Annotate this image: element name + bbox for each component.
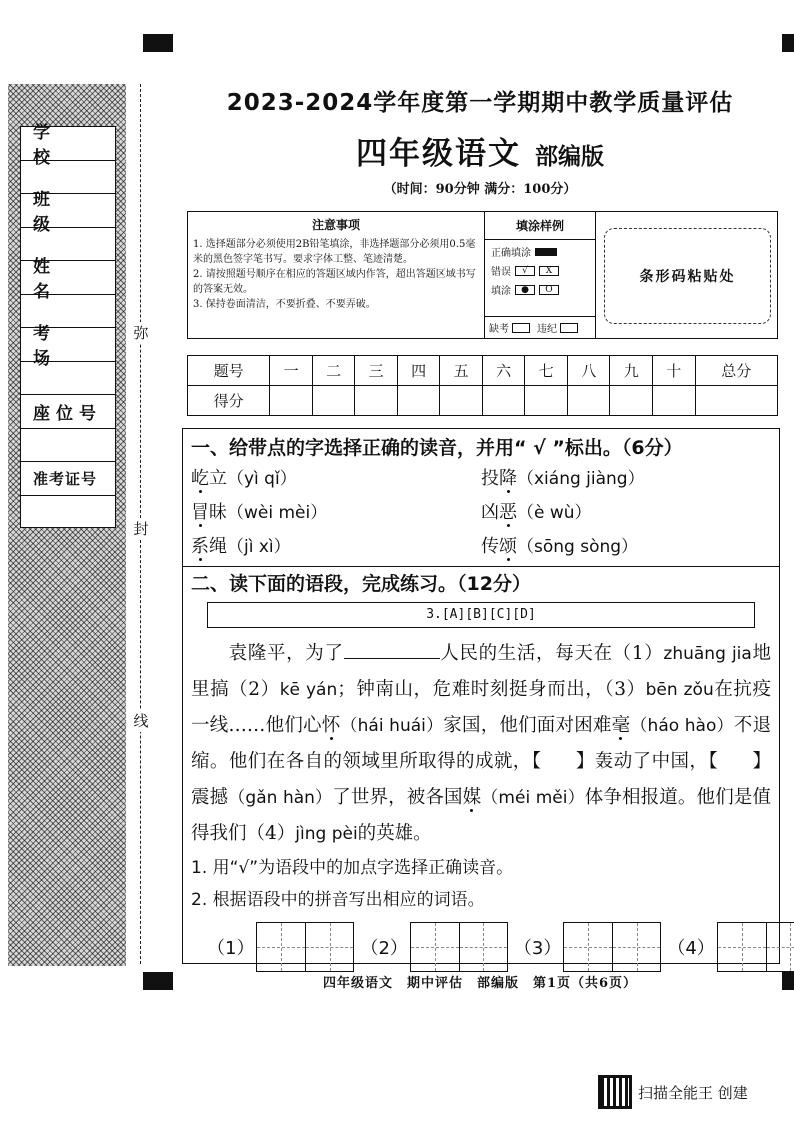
score-header-cell: 四 (397, 356, 440, 386)
scanner-watermark (598, 1075, 748, 1109)
wrong-fill-row-2 (485, 278, 595, 297)
score-cell[interactable] (355, 386, 398, 416)
notice-item: 3. 保持卷面清洁，不要折叠、不要弄破。 (193, 299, 376, 310)
barcode-area (596, 212, 777, 338)
section-1-title: 一、给带点的字选择正确的读音，并用“ √ ”标出。（6分） (191, 437, 683, 459)
dot-mark-icon: ● (515, 285, 535, 295)
answer-grid-row (183, 916, 779, 972)
score-header-cell: 六 (482, 356, 525, 386)
seal-word-feng: 封 (133, 520, 149, 538)
pronunciation-item[interactable]: 系绳（jì xì） (191, 536, 291, 557)
writing-grid-3[interactable] (563, 922, 661, 972)
violation-checkbox[interactable] (560, 323, 578, 333)
section-2-title: 二、读下面的语段，完成练习。（12分） (191, 573, 531, 595)
correct-fill-row (485, 240, 595, 259)
wrong-fill-row-1 (485, 259, 595, 278)
info-label-name: 姓名 (21, 261, 115, 295)
score-cell[interactable] (525, 386, 568, 416)
score-header-cell: 题号 (188, 356, 270, 386)
notice-item: 2. 请按照题号顺序在相应的答题区域内作答，超出答题区域书写的答案无效。 (193, 269, 476, 295)
registration-mark-top-right (782, 34, 794, 52)
exam-subtitle (180, 128, 780, 173)
wrong-fill-label-1: 错误 (491, 267, 511, 278)
qr-code-icon (598, 1075, 632, 1109)
edition-name: 部编版 (535, 144, 604, 170)
info-label-admission: 准考证号 (21, 462, 115, 496)
absent-label: 缺考 (489, 324, 509, 335)
score-table-header-row (188, 356, 778, 386)
writing-grid-2[interactable] (410, 922, 508, 972)
writing-grid-4[interactable] (717, 922, 794, 972)
score-header-cell: 总分 (695, 356, 778, 386)
cross-mark-icon: X (539, 266, 559, 276)
filled-square-icon (535, 248, 557, 256)
answer-choice-strip[interactable]: 3.[A][B][C][D] (207, 602, 755, 628)
wrong-fill-label-2: 填涂 (491, 286, 511, 297)
violation-label: 违纪 (537, 324, 557, 335)
score-header-cell: 一 (270, 356, 313, 386)
score-cell[interactable] (397, 386, 440, 416)
score-header-cell: 八 (567, 356, 610, 386)
absent-checkbox[interactable] (512, 323, 530, 333)
info-label-school: 学校 (21, 127, 115, 161)
barcode-placeholder: 条形码粘贴处 (604, 228, 771, 324)
notice-title: 注意事项 (311, 218, 360, 232)
score-cell[interactable] (482, 386, 525, 416)
passage-blank[interactable] (344, 639, 440, 659)
pronunciation-item[interactable]: 冒昧（wèi mèi） (191, 502, 328, 523)
notice-item: 1. 选择题部分必须使用2B铅笔填涂，非选择题部分必须用0.5毫米的黑色签字笔书写。要求字体工整、笔迹清楚。 (193, 239, 476, 265)
question-2-2: 2. 根据语段中的拼音写出相应的词语。 (191, 890, 485, 910)
writing-grid-1[interactable] (256, 922, 354, 972)
fill-sample-panel (485, 212, 596, 338)
score-header-cell: 十 (652, 356, 695, 386)
section-1 (182, 428, 780, 566)
scanner-label: 扫描全能王 创建 (638, 1083, 748, 1102)
fill-sample-title: 填涂样例 (485, 212, 595, 240)
grid-label: （4） (667, 938, 715, 959)
score-row-label: 得分 (188, 386, 270, 416)
score-header-cell: 七 (525, 356, 568, 386)
notice-panel (187, 211, 778, 339)
seal-word-mi: 弥 (133, 324, 149, 342)
score-cell[interactable] (695, 386, 778, 416)
student-info-box (20, 123, 116, 528)
score-cell[interactable] (312, 386, 355, 416)
score-header-cell: 二 (312, 356, 355, 386)
correct-fill-label: 正确填涂 (491, 248, 531, 259)
info-field-admission[interactable] (21, 496, 115, 530)
seal-word-xian: 线 (133, 712, 149, 730)
info-label-exam-room: 考场 (21, 328, 115, 362)
registration-mark-bottom-right (782, 972, 794, 990)
pronunciation-item[interactable]: 投降（xiáng jiàng） (481, 468, 645, 489)
score-cell[interactable] (440, 386, 483, 416)
subject-name: 四年级语文 (356, 136, 521, 172)
score-header-cell: 三 (355, 356, 398, 386)
page-footer: 四年级语文 期中评估 部编版 第1页（共6页） (322, 976, 638, 991)
check-mark-icon: √ (515, 266, 535, 276)
notice-instructions (188, 212, 485, 338)
info-field-seat[interactable] (21, 429, 115, 463)
pronunciation-item[interactable]: 传颂（sōng sòng） (481, 536, 639, 557)
info-label-class: 班级 (21, 194, 115, 228)
pronunciation-item[interactable]: 屹立（yì qǐ） (191, 468, 297, 489)
circle-mark-icon: O (539, 285, 559, 295)
score-cell[interactable] (610, 386, 653, 416)
pronunciation-items (183, 460, 779, 562)
registration-mark-top-left (143, 34, 173, 52)
grid-label: （3） (513, 938, 562, 959)
score-header-cell: 九 (610, 356, 653, 386)
question-2-1: 1. 用“√”为语段中的加点字选择正确读音。 (191, 858, 514, 878)
exam-title: 2023-2024学年度第一学期期中教学质量评估 (226, 90, 734, 116)
time-info: （时间：90分钟 满分：100分） (383, 182, 577, 197)
score-cell[interactable] (567, 386, 610, 416)
score-cell[interactable] (652, 386, 695, 416)
reading-passage: 袁隆平，为了 人民的生活，每天在（1）zhuāng jia地里搞（2）kē yán；钟南山，危难时刻挺身而出，（3）bēn zǒu在抗疫一线……他们心怀（hái huái）家国，他们面对困难毫（háo hào）不退缩。他们在各自的领域里所取得的成就，【 】轰动了中国，【 】震撼（gǎn hàn）了世界，被各国媒（méi měi）体争相报道。他们是值得我们（4）jìng pèi的英雄。 (183, 628, 779, 852)
registration-mark-bottom-left (143, 972, 173, 990)
absence-row (485, 316, 595, 338)
score-table-score-row (188, 386, 778, 416)
grid-label: （2） (360, 938, 408, 959)
section-2 (182, 566, 780, 964)
grid-label: （1） (207, 938, 255, 959)
info-label-seat: 座位号 (21, 395, 115, 429)
pronunciation-item[interactable]: 凶恶（è wù） (481, 502, 592, 523)
score-header-cell: 五 (440, 356, 483, 386)
score-table (187, 355, 778, 416)
score-cell[interactable] (270, 386, 313, 416)
